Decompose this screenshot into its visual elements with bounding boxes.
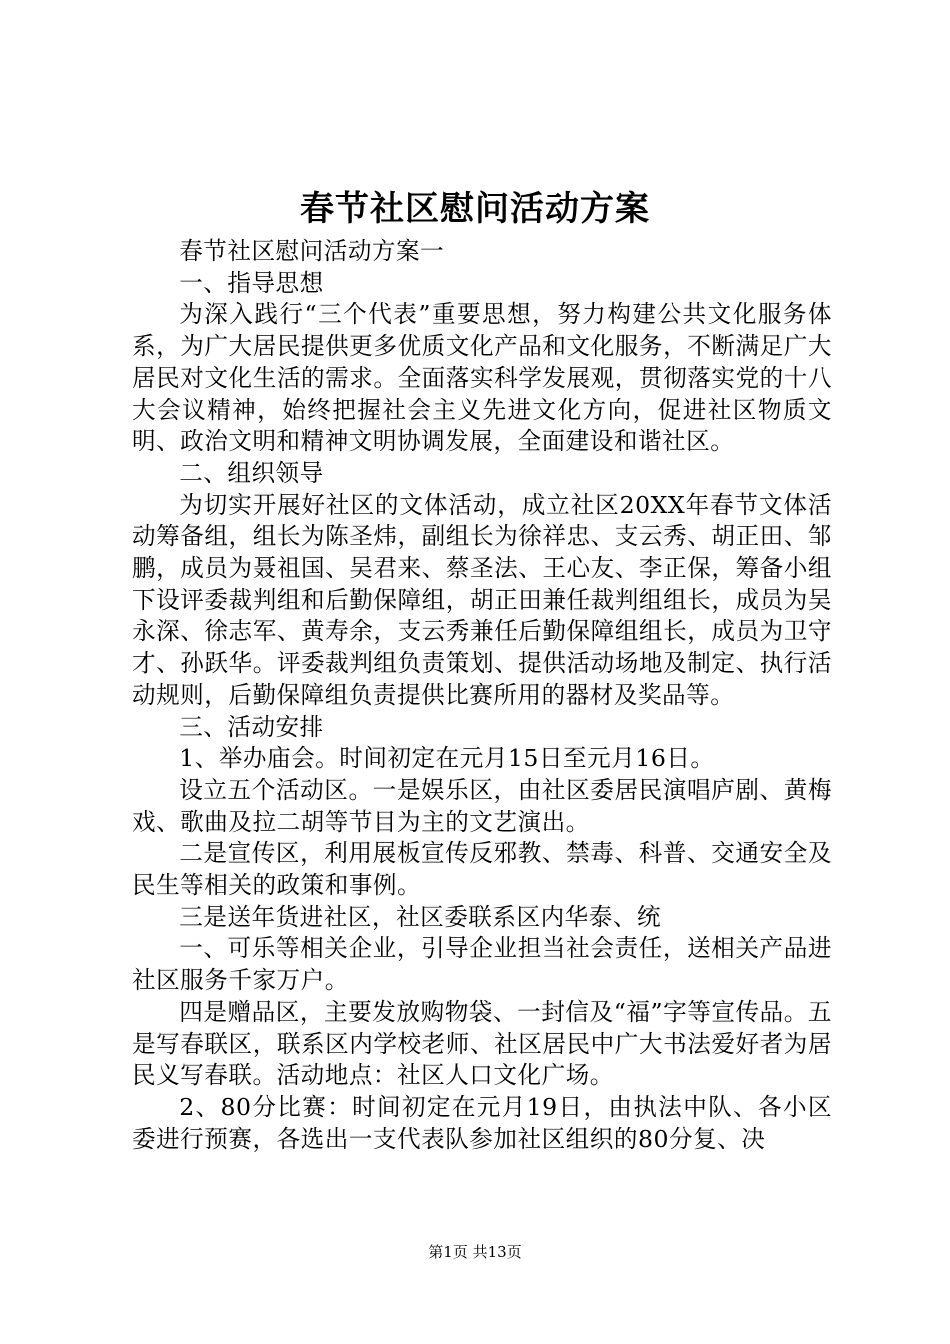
paragraph: 1、举办庙会。时间初定在元月15日至元月16日。: [179, 744, 715, 773]
section-heading: 一、指导思想: [179, 268, 324, 297]
document-title: 春节社区慰问活动方案: [300, 189, 650, 229]
paragraph: 春节社区慰问活动方案一: [179, 237, 445, 265]
paragraph: 为深入践行“三个代表”重要思想，努力构建公共文化服务体系，为广大居民提供更多优质文化产品和文化服务，不断满足广大居民对文化生活的需求。全面落实科学发展观，贯彻落实党的十八大会议精神，始终把握社会主义先进文化方向，促进社区物质文明、政治文明和精神文明协调发展，全面建设和谐社区。: [132, 300, 832, 456]
paragraph: 一、可乐等相关企业，引导企业担当社会责任，送相关产品进社区服务千家万户。: [132, 934, 832, 995]
paragraph: 三是送年货进社区，社区委联系区内华泰、统: [179, 902, 662, 931]
paragraph: 为切实开展好社区的文体活动，成立社区20XX年春节文体活动筹备组，组长为陈圣炜，副组长为徐祥忠、支云秀、胡正田、邹鹏，成员为聂祖国、吴君来、蔡圣法、王心友、李正保，筹备小组下设评委裁判组和后勤保障组，胡正田兼任裁判组组长，成员为吴永深、徐志军、黄寿余，支云秀兼任后勤保障组组长，成员为卫守才、孙跃华。评委裁判组负责策划、提供活动场地及制定、执行活动规则，后勤保障组负责提供比赛所用的器材及奖品等。: [132, 490, 832, 709]
paragraph: 二是宣传区，利用展板宣传反邪教、禁毒、科普、交通安全及民生等相关的政策和事例。: [132, 839, 832, 900]
section-heading: 三、活动安排: [179, 712, 324, 741]
page-footer: 第1页 共13页: [428, 1243, 522, 1261]
paragraph: 设立五个活动区。一是娱乐区，由社区委居民演唱庐剧、黄梅戏、歌曲及拉二胡等节目为主的文艺演出。: [132, 775, 832, 836]
section-heading: 二、组织领导: [179, 458, 324, 487]
paragraph: 2、80分比赛：时间初定在元月19日，由执法中队、各小区委进行预赛，各选出一支代表队参加社区组织的80分复、决: [132, 1092, 832, 1153]
document-body: [132, 236, 832, 1155]
paragraph: 四是赠品区，主要发放购物袋、一封信及“福”字等宣传品。五是写春联区，联系区内学校老师、社区居民中广大书法爱好者为居民义写春联。活动地点：社区人口文化广场。: [132, 997, 832, 1090]
